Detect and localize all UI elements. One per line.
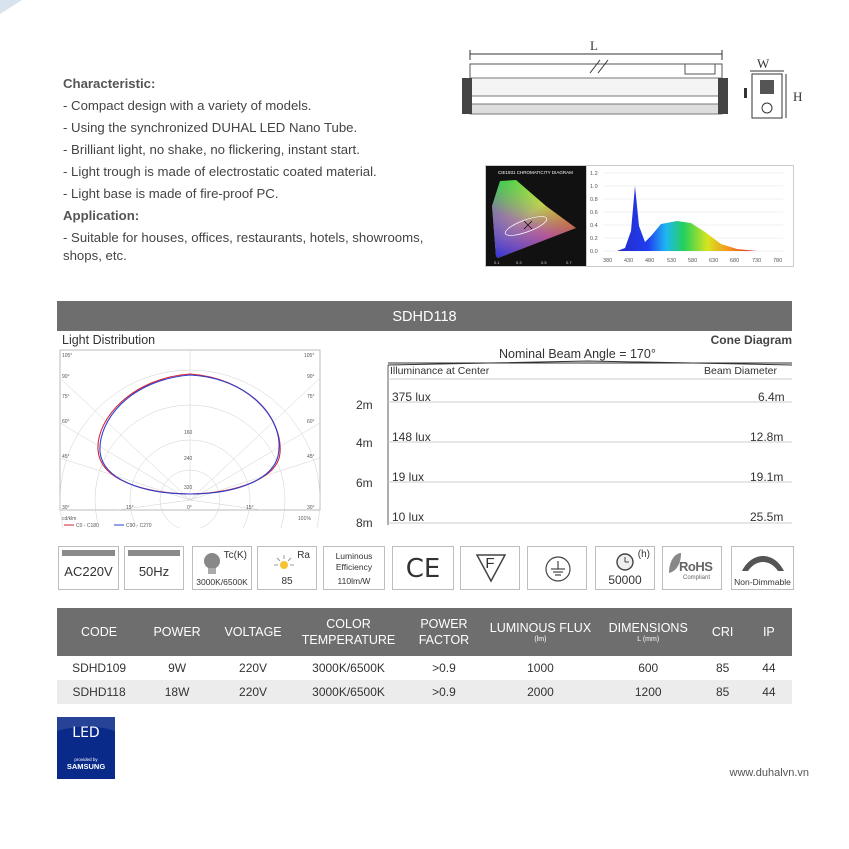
application-heading: Application:	[63, 208, 140, 223]
polar-ring-label: 240	[184, 456, 193, 462]
website-url: www.duhalvn.vn	[729, 767, 809, 779]
section-title-bar: SDHD118	[57, 301, 792, 331]
polar-efficiency: 101%	[298, 516, 311, 522]
logo-line2: SAMSUNG	[66, 762, 106, 771]
spec-ytick: 1.2	[590, 171, 598, 177]
rohs-badge	[662, 546, 722, 590]
chrom-tick: 0.3	[516, 260, 522, 265]
spec-ytick: 0.4	[590, 223, 598, 229]
characteristic-section	[63, 73, 463, 265]
legend-c0: C0 - C180	[76, 523, 99, 528]
dimmable-badge	[731, 546, 794, 590]
lux-value: 375 lux	[392, 390, 431, 404]
polar-angle-label: 15°	[126, 505, 134, 511]
spec-xtick: 480	[645, 258, 655, 264]
ce-badge	[392, 546, 454, 590]
polar-angle-label: 105°	[62, 353, 73, 359]
f-mark: F	[485, 555, 495, 572]
header-cri: CRI	[700, 608, 746, 656]
efficiency-value: 110lm/W	[337, 576, 371, 586]
cri-badge	[257, 546, 317, 590]
polar-angle-label: 0°	[187, 505, 192, 511]
voltage-value: AC220V	[64, 564, 113, 579]
frequency-badge	[124, 546, 184, 590]
spec-xtick: 730	[752, 258, 762, 264]
polar-angle-label: 45°	[62, 454, 70, 460]
header-power-factor: POWER FACTOR	[404, 608, 484, 656]
clock-icon	[614, 550, 636, 572]
width-label: W	[757, 56, 770, 71]
polar-ring-label: 320	[184, 485, 193, 491]
distance-label: 6m	[356, 476, 373, 490]
polar-angle-label: 60°	[307, 419, 315, 425]
characteristic-item: - Brilliant light, no shake, no flickering, instant start.	[63, 142, 360, 157]
polar-angle-label: 15°	[246, 505, 254, 511]
spectrum-chart	[586, 165, 794, 267]
distance-label: 8m	[356, 516, 373, 530]
corner-decoration	[0, 0, 22, 18]
diameter-value: 25.5m	[750, 510, 784, 524]
lamp-rays-icon	[272, 553, 296, 577]
lifetime-value: 50000	[608, 573, 642, 587]
frequency-value: 50Hz	[138, 564, 170, 579]
distance-label: 2m	[356, 398, 373, 412]
length-label: L	[590, 38, 598, 53]
light-distribution-polar-chart	[58, 348, 322, 528]
tc-value: 3000K/6500K	[196, 577, 248, 587]
table-row: SDHD109 9W 220V 3000K/6500K >0.9 1000 600 85 44	[72, 661, 776, 675]
table-row: SDHD118 18W 220V 3000K/6500K >0.9 2000 1200 85 44	[57, 680, 792, 704]
lifetime-badge	[595, 546, 655, 590]
tc-label: Tc(K)	[223, 550, 247, 561]
tube-dimension-drawing	[460, 38, 820, 128]
spec-xtick: 780	[773, 258, 783, 264]
spec-xtick: 430	[624, 258, 634, 264]
spec-icons-row	[58, 546, 794, 592]
efficiency-label: Luminous Efficiency	[335, 551, 373, 572]
voltage-badge	[58, 546, 119, 590]
spec-xtick: 630	[709, 258, 719, 264]
beam-diameter-header: Beam Diameter	[704, 365, 777, 377]
polar-angle-label: 60°	[62, 419, 70, 425]
beam-angle-label: Nominal Beam Angle = 170°	[499, 347, 656, 361]
polar-angle-label: 90°	[62, 374, 70, 380]
light-distribution-title: Light Distribution	[62, 333, 156, 347]
characteristic-item: - Compact design with a variety of models.	[63, 98, 312, 113]
polar-angle-label: 105°	[304, 353, 315, 359]
application-text: - Suitable for houses, offices, restaurants, hotels, showrooms, shops, etc.	[63, 230, 424, 263]
lifetime-unit: (h)	[637, 549, 650, 560]
legend-c90: C90 - C270	[126, 523, 152, 528]
polar-angle-label: 30°	[62, 505, 70, 511]
table-header-row	[57, 608, 792, 656]
diameter-value: 12.8m	[750, 430, 784, 444]
color-temperature-badge	[192, 546, 252, 590]
chrom-tick: 0.7	[566, 260, 572, 265]
spec-xtick: 680	[730, 258, 740, 264]
header-power: POWER	[141, 608, 213, 656]
ground-symbol-icon	[544, 555, 572, 583]
lux-value: 148 lux	[392, 430, 431, 444]
cone-diagram	[352, 343, 794, 531]
illuminance-header: Illuminance at Center	[390, 365, 490, 377]
cone-diagram-title: Cone Diagram	[710, 333, 792, 347]
polar-ring-label: 160	[184, 430, 193, 436]
spec-xtick: 530	[667, 258, 677, 264]
spec-xtick: 580	[688, 258, 698, 264]
dimmer-arc-icon	[738, 551, 788, 573]
characteristic-item: - Using the synchronized DUHAL LED Nano Tube.	[63, 120, 358, 135]
rohs-sub: Compliant	[683, 575, 711, 581]
header-dimensions: DIMENSIONS L (mm)	[597, 608, 700, 656]
polar-angle-label: 45°	[307, 454, 315, 460]
spec-xtick: 380	[603, 258, 613, 264]
header-luminous-flux: LUMINOUS FLUX (lm)	[484, 608, 597, 656]
logo-line1: provided by	[74, 757, 98, 762]
header-code: CODE	[57, 608, 141, 656]
ce-mark: CE	[405, 554, 441, 584]
header-ip: IP	[746, 608, 792, 656]
lux-value: 19 lux	[392, 470, 425, 484]
chrom-tick: 0.5	[541, 260, 547, 265]
header-voltage: VOLTAGE	[213, 608, 293, 656]
ra-label: Ra	[297, 550, 310, 561]
spec-ytick: 0.8	[590, 197, 598, 203]
characteristic-heading: Characteristic:	[63, 76, 156, 91]
chromaticity-diagram	[485, 165, 587, 267]
dimmable-label: Non-Dimmable	[734, 577, 791, 587]
polar-angle-label: 75°	[307, 394, 315, 400]
distance-label: 4m	[356, 436, 373, 450]
spec-ytick: 0.0	[590, 249, 598, 255]
header-color-temperature: COLOR TEMPERATURE	[293, 608, 404, 656]
f-mark-badge	[460, 546, 520, 590]
led-samsung-logo	[57, 717, 115, 779]
ra-value: 85	[281, 576, 293, 587]
polar-unit: cd/klm	[62, 516, 77, 522]
rohs-mark: RoHS	[679, 559, 713, 574]
logo-led-text: LED	[72, 725, 100, 741]
polar-angle-label: 30°	[307, 505, 315, 511]
characteristic-item: - Light trough is made of electrostatic coated material.	[63, 164, 377, 179]
earth-badge	[527, 546, 587, 590]
spec-ytick: 1.0	[590, 184, 598, 190]
diameter-value: 19.1m	[750, 470, 784, 484]
efficiency-badge	[323, 546, 385, 590]
spec-ytick: 0.2	[590, 236, 598, 242]
product-spec-table	[57, 608, 792, 704]
spec-ytick: 0.6	[590, 210, 598, 216]
bulb-icon	[201, 551, 223, 577]
chrom-tick: 0.1	[494, 260, 500, 265]
polar-angle-label: 75°	[62, 394, 70, 400]
polar-angle-label: 90°	[307, 374, 315, 380]
chromaticity-title: CIE1931 CHROMATICITY DIAGRAM	[498, 170, 573, 175]
height-label: H	[793, 89, 803, 104]
lux-value: 10 lux	[392, 510, 425, 524]
characteristic-item: - Light base is made of fire-proof PC.	[63, 186, 279, 201]
diameter-value: 6.4m	[758, 390, 785, 404]
